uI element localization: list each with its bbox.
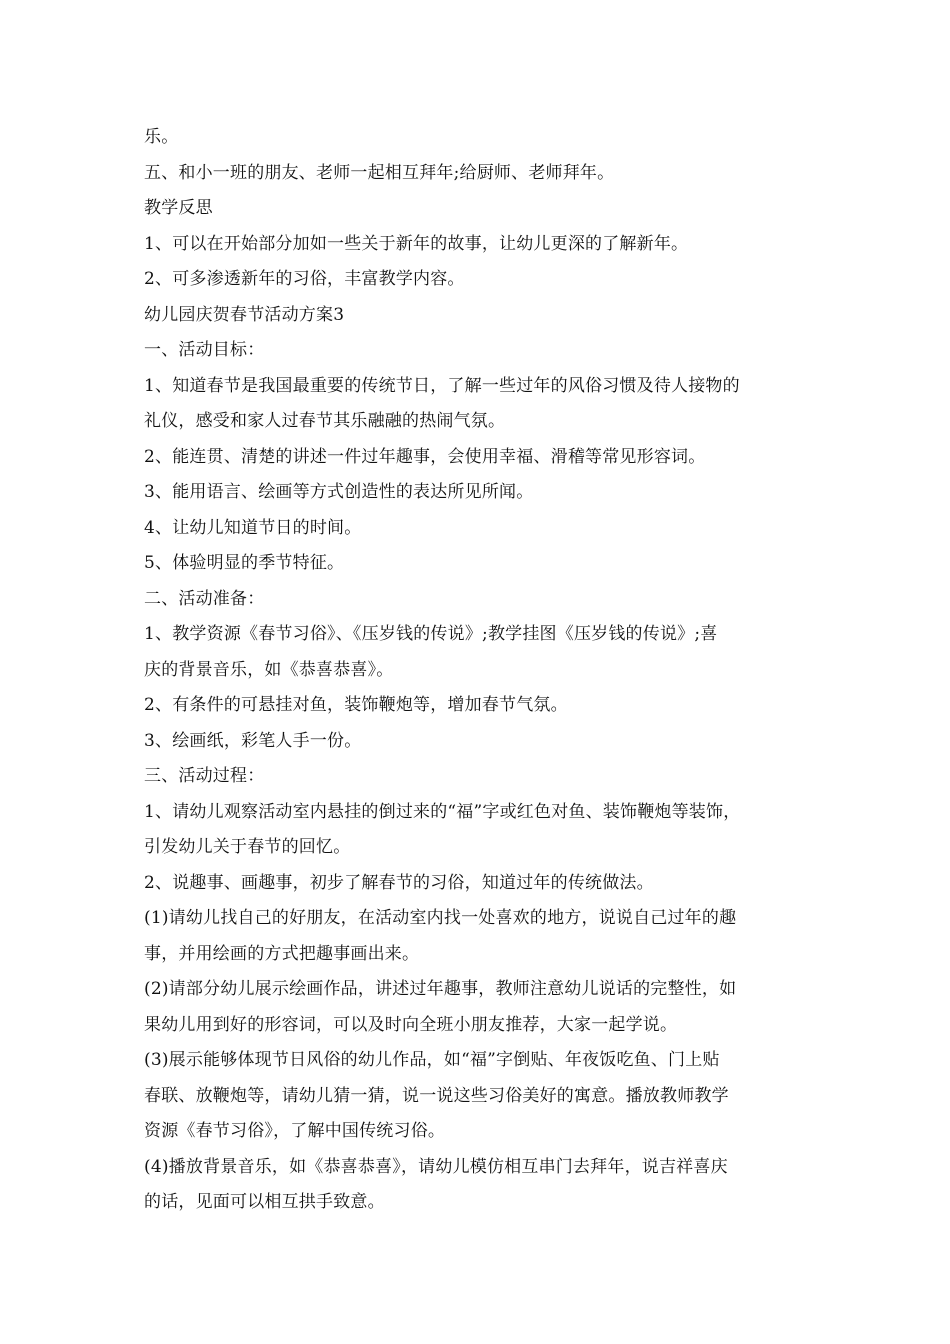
document-body — [144, 120, 834, 1221]
text-line: 的话，见面可以相互拱手致意。 — [144, 1192, 385, 1212]
text-line: (1)请幼儿找自己的好朋友，在活动室内找一处喜欢的地方，说说自己过年的趣 — [144, 908, 737, 928]
section-heading: 二、活动准备： — [144, 588, 265, 609]
text-line: 2、说趣事、画趣事，初步了解春节的习俗，知道过年的传统做法。 — [144, 872, 654, 893]
text-line: 引发幼儿关于春节的回忆。 — [144, 837, 351, 857]
text-line: 1、请幼儿观察活动室内悬挂的倒过来的“福”字或红色对鱼、装饰鞭炮等装饰， — [144, 801, 741, 822]
text-line: 五、和小一班的朋友、老师一起相互拜年;给厨师、老师拜年。 — [144, 162, 615, 183]
text-line: 2、有条件的可悬挂对鱼，装饰鞭炮等，增加春节气氛。 — [144, 695, 568, 715]
text-line: (3)展示能够体现节日风俗的幼儿作品，如“福”字倒贴、年夜饭吃鱼、门上贴 — [144, 1050, 720, 1070]
text-line: 果幼儿用到好的形容词，可以及时向全班小朋友推荐，大家一起学说。 — [144, 1014, 678, 1035]
text-line: 4、让幼儿知道节日的时间。 — [144, 517, 362, 538]
text-line: 1、知道春节是我国最重要的传统节日，了解一些过年的风俗习惯及待人接物的 — [144, 375, 740, 396]
text-line: 庆的背景音乐，如《恭喜恭喜》。 — [144, 659, 394, 680]
text-line: 资源《春节习俗》，了解中国传统习俗。 — [144, 1121, 446, 1141]
text-line: 礼仪，感受和家人过春节其乐融融的热闹气氛。 — [144, 411, 506, 431]
text-line: 5、体验明显的季节特征。 — [144, 553, 345, 573]
text-line: 春联、放鞭炮等，请幼儿猜一猜，说一说这些习俗美好的寓意。播放教师教学 — [144, 1085, 729, 1106]
text-line: 乐。 — [144, 127, 179, 147]
text-line: 3、能用语言、绘画等方式创造性的表达所见所闻。 — [144, 482, 534, 502]
document-title: 幼儿园庆贺春节活动方案3 — [144, 304, 345, 325]
text-line: 2、可多渗透新年的习俗，丰富教学内容。 — [144, 269, 465, 289]
text-line: 1、教学资源《春节习俗》、《压岁钱的传说》;教学挂图《压岁钱的传说》;喜 — [144, 624, 718, 644]
text-line: 2、能连贯、清楚的讲述一件过年趣事，会使用幸福、滑稽等常见形容词。 — [144, 446, 706, 467]
text-line: (2)请部分幼儿展示绘画作品，讲述过年趣事，教师注意幼儿说话的完整性，如 — [144, 979, 737, 999]
text-line: (4)播放背景音乐，如《恭喜恭喜》，请幼儿模仿相互串门去拜年，说吉祥喜庆 — [144, 1156, 728, 1177]
section-heading: 一、活动目标： — [144, 340, 265, 360]
text-line: 1、可以在开始部分加如一些关于新年的故事，让幼儿更深的了解新年。 — [144, 233, 689, 254]
text-line: 3、绘画纸，彩笔人手一份。 — [144, 730, 362, 751]
text-line: 事，并用绘画的方式把趣事画出来。 — [144, 943, 420, 964]
section-heading: 教学反思 — [144, 198, 213, 218]
section-heading: 三、活动过程： — [144, 766, 265, 786]
